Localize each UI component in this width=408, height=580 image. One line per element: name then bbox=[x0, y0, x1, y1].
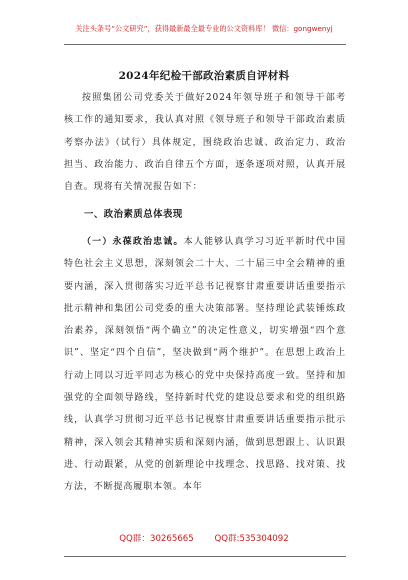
header-banner: 关注头条号“公文研究”，获得最新最全最专业的公文资料库！ 微信：gongwenyj bbox=[75, 24, 333, 33]
body-paragraph-1 bbox=[64, 231, 346, 499]
section-heading-1: 一、政治素质总体表现 bbox=[84, 209, 183, 220]
footer-qq-group-1: QQ群：30265665 bbox=[119, 534, 194, 544]
footer-divider bbox=[64, 556, 346, 557]
footer-contacts bbox=[0, 532, 408, 544]
header-divider bbox=[64, 44, 346, 45]
footer-qq-group-2: QQ群:535304092 bbox=[214, 534, 289, 544]
document-title: 2024年纪检干部政治素质自评材料 bbox=[118, 70, 290, 82]
paragraph-lead: （一）永葆政治忠诚。 bbox=[82, 237, 184, 247]
paragraph-body: 本人能够认真学习习近平新时代中国特色社会主义思想，深刻领会二十大、二十届三中全会精神的重要内涵，深入贯彻落实习近平总书记视察甘肃重要讲话重要指示批示精神和集团公司党委的重大决策部署。坚持理论武装锤炼政治素养，深刻领悟“两个确立”的决定性意义，切实增强“四个意识”、坚定“四个自信”，坚决做到“两个维护”。在思想上政治上行动上同以习近平同志为核心的党中央保持高度一致。坚持和加强党的全面领导路线，坚持新时代党的建设总要求和党的组织路线，认真学习贯彻习近平总书记视察甘肃重要讲话重要指示批示精神，深入领会其精神实质和深刻内涵，做到思想跟上、认识跟进、行动跟紧，从党的创新理论中找理念、找思路、找对策、找方法，不断提高履职本领。本年 bbox=[64, 237, 346, 493]
intro-paragraph: 按照集团公司党委关于做好2024年领导班子和领导干部考核工作的通知要求，我认真对照《领导班子和领导干部政治素质考察办法》（试行）具体规定，围绕政治忠诚、政治定力、政治担当、政治能力、政治自律五个方面，逐条逐项对照，认真开展自查。现将有关情况报告如下： bbox=[64, 93, 346, 193]
